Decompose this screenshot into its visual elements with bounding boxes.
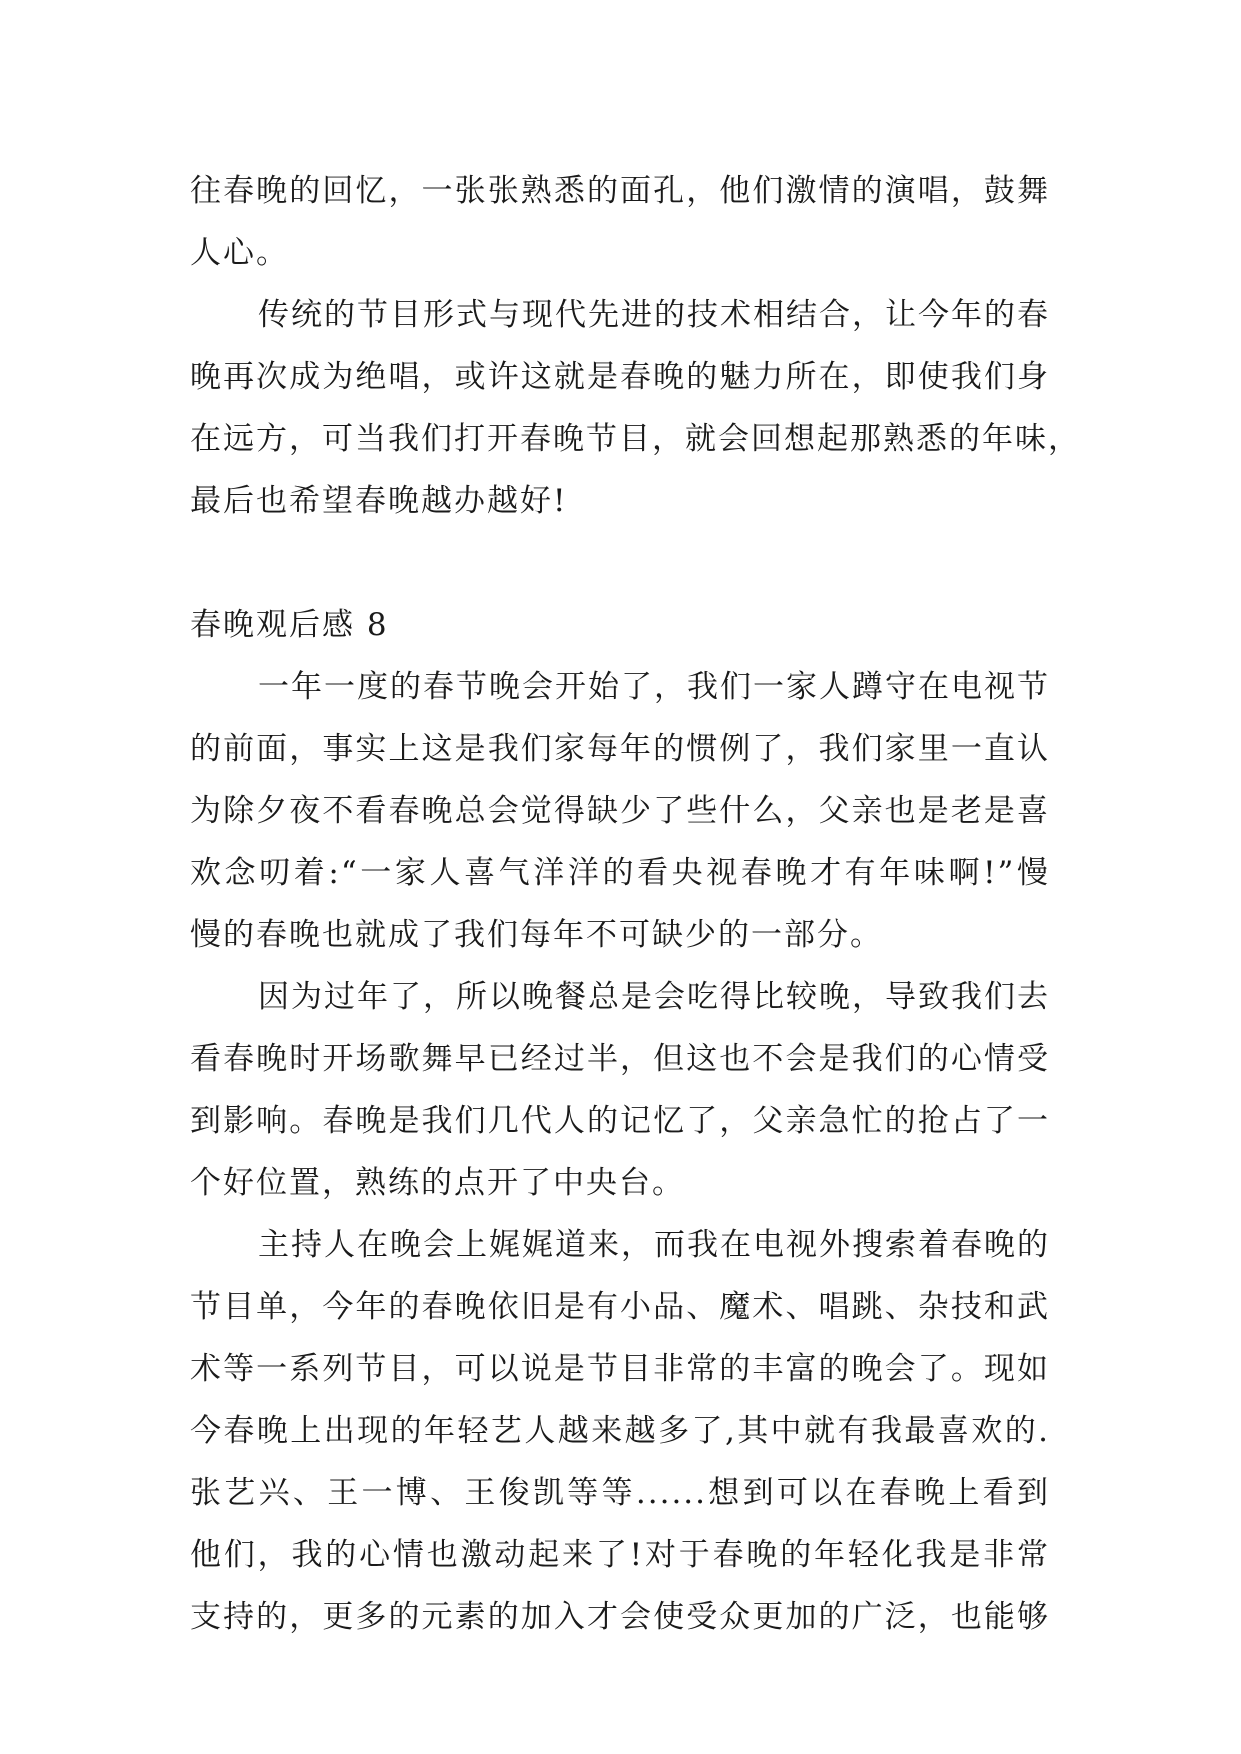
text-line: 的前面，事实上这是我们家每年的惯例了，我们家里一直认 (190, 731, 1050, 767)
text-line: 他们，我的心情也激动起来了!对于春晚的年轻化我是非常 (190, 1537, 1050, 1573)
text-line: 节目单，今年的春晚依旧是有小品、魔术、唱跳、杂技和武 (190, 1289, 1050, 1325)
text-line: 为除夕夜不看春晚总会觉得缺少了些什么，父亲也是老是喜 (190, 793, 1050, 829)
paragraph (190, 284, 1081, 532)
paragraph-continued (190, 160, 1050, 284)
section-title: 春晚观后感 8 (190, 607, 389, 643)
text-line: 往春晚的回忆，一张张熟悉的面孔，他们激情的演唱，鼓舞 (190, 173, 1050, 209)
paragraph (190, 966, 1050, 1214)
text-line: 在远方，可当我们打开春晚节目，就会回想起那熟悉的年味， (190, 421, 1081, 457)
text-line: 因为过年了，所以晚餐总是会吃得比较晚，导致我们去 (258, 979, 1050, 1015)
document-body (190, 160, 1081, 1648)
text-line: 人心。 (190, 235, 289, 271)
text-line: 晚再次成为绝唱，或许这就是春晚的魅力所在，即使我们身 (190, 359, 1050, 395)
text-line: 慢的春晚也就成了我们每年不可缺少的一部分。 (190, 917, 883, 953)
text-line: 看春晚时开场歌舞早已经过半，但这也不会是我们的心情受 (190, 1041, 1050, 1077)
section-gap (190, 532, 1050, 594)
paragraph (190, 1214, 1050, 1648)
text-line: 一年一度的春节晚会开始了，我们一家人蹲守在电视节 (258, 669, 1050, 705)
text-line: 主持人在晚会上娓娓道来，而我在电视外搜索着春晚的 (258, 1227, 1050, 1263)
text-line: 今春晚上出现的年轻艺人越来越多了,其中就有我最喜欢的. (190, 1413, 1050, 1449)
text-line: 张艺兴、王一博、王俊凯等等......想到可以在春晚上看到 (190, 1475, 1050, 1511)
text-line: 支持的，更多的元素的加入才会使受众更加的广泛，也能够 (190, 1599, 1050, 1635)
text-line: 到影响。春晚是我们几代人的记忆了，父亲急忙的抢占了一 (190, 1103, 1050, 1139)
paragraph (190, 656, 1050, 966)
text-line: 欢念叨着:“一家人喜气洋洋的看央视春晚才有年味啊!”慢 (190, 855, 1050, 891)
text-line: 个好位置，熟练的点开了中央台。 (190, 1165, 685, 1201)
text-line: 传统的节目形式与现代先进的技术相结合，让今年的春 (258, 297, 1050, 333)
text-line: 术等一系列节目，可以说是节目非常的丰富的晚会了。现如 (190, 1351, 1050, 1387)
text-line: 最后也希望春晚越办越好! (190, 483, 568, 519)
